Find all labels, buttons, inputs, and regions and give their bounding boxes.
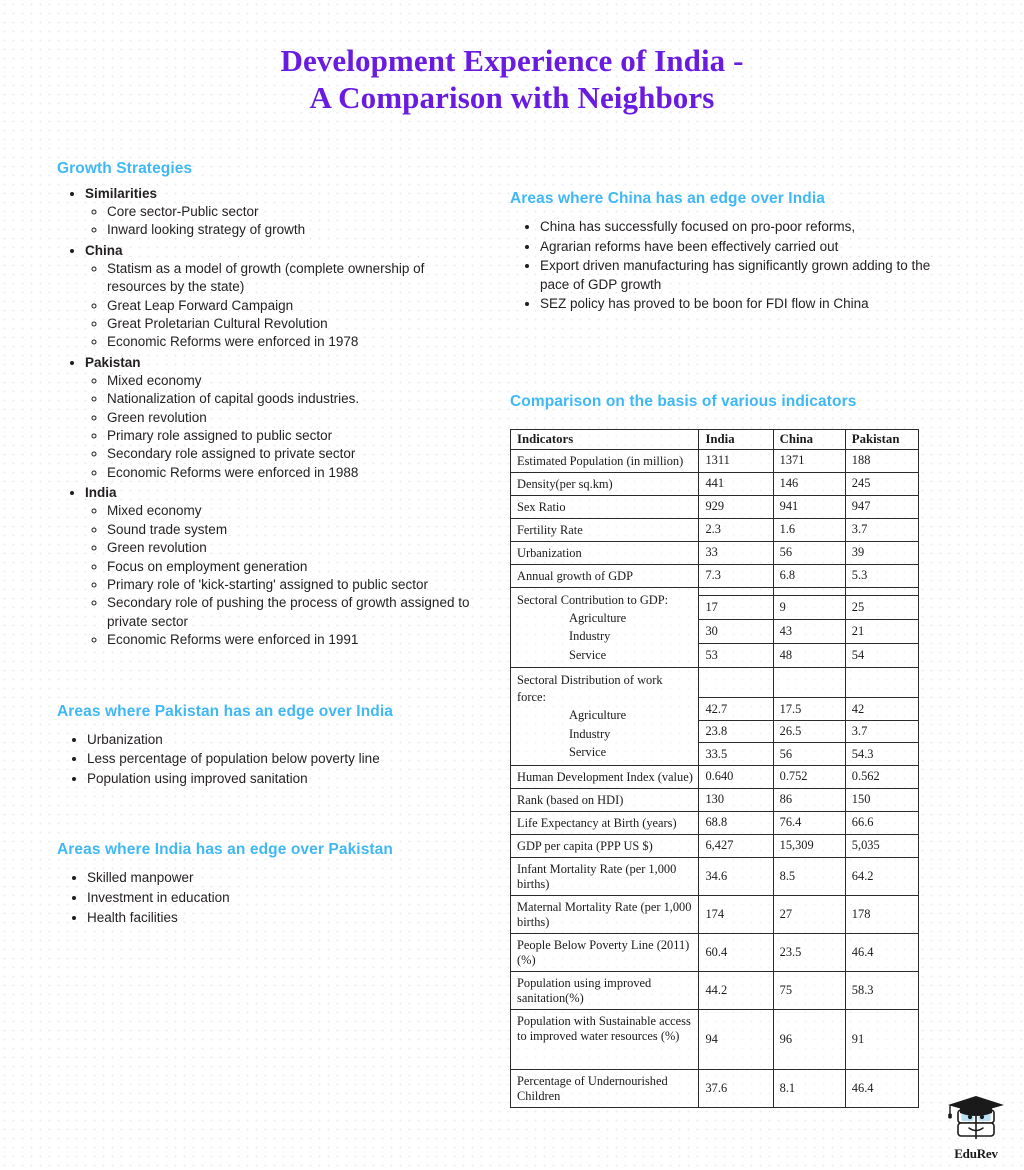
list-item: ◦ Core sector-Public sector: [107, 203, 487, 221]
sub-label-agriculture: Agriculture: [569, 610, 627, 625]
cell-pakistan: 5,035: [845, 834, 918, 857]
spacer: [57, 789, 487, 841]
cell-india: 42.7: [699, 698, 773, 721]
cell-pakistan: 66.6: [845, 811, 918, 834]
cell-india: 1311: [699, 449, 773, 472]
list-item: • Skilled manpower: [87, 869, 487, 888]
table-row-group-sectoral-workforce: [511, 668, 919, 698]
cell-indicator: Maternal Mortality Rate (per 1,000 births): [511, 895, 699, 933]
cell-china: 56: [773, 541, 845, 564]
list-item: ◦ Primary role assigned to public sector: [107, 427, 487, 445]
list-item: ◦ Mixed economy: [107, 372, 487, 390]
cell-pakistan: 25: [845, 595, 918, 619]
list-item: ◦ Secondary role of pushing the process of growth assigned to private sector: [107, 594, 487, 631]
cell-india: 37.6: [699, 1069, 773, 1107]
cell-pakistan: 188: [845, 449, 918, 472]
section-heading-pakistan-edge: Areas where Pakistan has an edge over India: [57, 702, 393, 720]
right-column: [510, 190, 960, 1108]
column-header-china: China: [773, 429, 845, 449]
cell-pakistan: 64.2: [845, 857, 918, 895]
cell-india: 23.8: [699, 720, 773, 743]
pakistan-edge-list: [57, 731, 487, 789]
cell-india: 34.6: [699, 857, 773, 895]
cell-spacer-pakistan: [845, 668, 918, 698]
sublist-pakistan: [85, 372, 487, 482]
cell-china: 15,309: [773, 834, 845, 857]
cell-china: 23.5: [773, 933, 845, 971]
sublist-india: [85, 502, 487, 649]
cell-india: 44.2: [699, 971, 773, 1009]
column-header-pakistan: Pakistan: [845, 429, 918, 449]
cell-pakistan: 91: [845, 1009, 918, 1069]
cell-pakistan: 3.7: [845, 518, 918, 541]
section-heading-growth-strategies: Growth Strategies: [57, 160, 193, 177]
cell-china: 8.1: [773, 1069, 845, 1107]
cell-pakistan: 42: [845, 698, 918, 721]
cell-pakistan: 46.4: [845, 933, 918, 971]
table-row-group-sectoral-gdp: [511, 587, 919, 595]
cell-india: 30: [699, 619, 773, 643]
cell-india: 33: [699, 541, 773, 564]
cell-india: 33.5: [699, 743, 773, 766]
table-row: [511, 788, 919, 811]
cell-india: 2.3: [699, 518, 773, 541]
cell-pakistan: 150: [845, 788, 918, 811]
cell-india: 68.8: [699, 811, 773, 834]
table-row: [511, 857, 919, 895]
cell-pakistan: 0.562: [845, 765, 918, 788]
cell-india: 60.4: [699, 933, 773, 971]
edurev-logo-label: EduRev: [954, 1146, 998, 1161]
cell-china: 1371: [773, 449, 845, 472]
list-item: ◦ Economic Reforms were enforced in 1988: [107, 464, 487, 482]
cell-spacer-india: [699, 668, 773, 698]
cell-indicator: Fertility Rate: [511, 518, 699, 541]
list-item: ◦ Economic Reforms were enforced in 1991: [107, 631, 487, 649]
cell-india: 7.3: [699, 564, 773, 587]
list-item: • SEZ policy has proved to be boon for FDI flow in China: [540, 295, 960, 314]
cell-spacer-pakistan: [845, 587, 918, 595]
cell-indicator: Estimated Population (in million): [511, 449, 699, 472]
growth-strategies-list: [57, 184, 487, 650]
cell-india: 130: [699, 788, 773, 811]
cell-indicator: Urbanization: [511, 541, 699, 564]
cell-indicator: People Below Poverty Line (2011) (%): [511, 933, 699, 971]
table-row: [511, 472, 919, 495]
cell-pakistan: 5.3: [845, 564, 918, 587]
group-label: Pakistan: [85, 354, 141, 370]
table-row: [511, 495, 919, 518]
page-title: [0, 42, 1024, 116]
comparison-table-wrapper: [510, 429, 960, 1108]
cell-china: 96: [773, 1009, 845, 1069]
group-label: Similarities: [85, 186, 158, 201]
cell-china: 27: [773, 895, 845, 933]
cell-china: 75: [773, 971, 845, 1009]
list-item: ◦ Focus on employment generation: [107, 558, 487, 576]
table-row: [511, 971, 919, 1009]
left-column: [57, 160, 487, 928]
cell-indicator: Annual growth of GDP: [511, 564, 699, 587]
cell-china: 9: [773, 595, 845, 619]
cell-indicator: Life Expectancy at Birth (years): [511, 811, 699, 834]
cell-indicator: Sex Ratio: [511, 495, 699, 518]
list-item: ◦ Mixed economy: [107, 502, 487, 520]
sub-label-industry: Industry: [569, 726, 611, 741]
cell-india: 6,427: [699, 834, 773, 857]
cell-pakistan: 54: [845, 644, 918, 668]
cell-india: 94: [699, 1009, 773, 1069]
cell-indicator: Population using improved sanitation(%): [511, 971, 699, 1009]
list-item: • China has successfully focused on pro-poor reforms,: [540, 218, 960, 237]
list-item: ◦ Inward looking strategy of growth: [107, 221, 487, 239]
list-item-group-india: [85, 483, 487, 649]
cell-pakistan: 54.3: [845, 743, 918, 766]
cell-pakistan: 947: [845, 495, 918, 518]
list-item: ◦ Nationalization of capital goods industries.: [107, 390, 487, 408]
list-item: ◦ Primary role of 'kick-starting' assigned to public sector: [107, 576, 487, 594]
cell-group-sectoral-workforce: [511, 668, 699, 766]
cell-china: 43: [773, 619, 845, 643]
list-item: ◦ Green revolution: [107, 409, 487, 427]
sub-label-agriculture: Agriculture: [569, 708, 627, 723]
cell-spacer-china: [773, 668, 845, 698]
list-item: ◦ Statism as a model of growth (complete ownership of resources by the state): [107, 260, 487, 297]
list-item: • Less percentage of population below poverty line: [87, 750, 487, 769]
cell-indicator: Infant Mortality Rate (per 1,000 births): [511, 857, 699, 895]
india-edge-list: [57, 869, 487, 927]
group-label: China: [85, 242, 123, 258]
cell-spacer-india: [699, 587, 773, 595]
list-item: • Health facilities: [87, 909, 487, 928]
list-item: ◦ Economic Reforms were enforced in 1978: [107, 333, 487, 351]
cell-china: 86: [773, 788, 845, 811]
cell-china: 26.5: [773, 720, 845, 743]
table-header-row: [511, 429, 919, 449]
sub-label-service: Service: [569, 745, 607, 760]
page-title-line-2: A Comparison with Neighbors: [309, 80, 715, 115]
list-item: • Agrarian reforms have been effectively carried out: [540, 238, 960, 257]
table-row: [511, 811, 919, 834]
cell-indicator: Human Development Index (value): [511, 765, 699, 788]
column-header-indicators: Indicators: [511, 429, 699, 449]
cell-pakistan: 46.4: [845, 1069, 918, 1107]
cell-china: 941: [773, 495, 845, 518]
cell-india: 0.640: [699, 765, 773, 788]
table-row: [511, 541, 919, 564]
list-item-group-similarities: [85, 184, 487, 240]
cell-china: 48: [773, 644, 845, 668]
cell-china: 6.8: [773, 564, 845, 587]
cell-china: 1.6: [773, 518, 845, 541]
section-heading-comparison: Comparison on the basis of various indicators: [510, 392, 857, 410]
list-item: ◦ Secondary role assigned to private sector: [107, 445, 487, 463]
section-heading-india-edge: Areas where India has an edge over Pakistan: [57, 841, 393, 859]
column-header-india: India: [699, 429, 773, 449]
spacer: [57, 651, 487, 703]
sub-label-industry: Industry: [569, 629, 611, 644]
table-row: [511, 834, 919, 857]
table-row: [511, 518, 919, 541]
cell-china: 8.5: [773, 857, 845, 895]
sub-label-service: Service: [569, 647, 607, 662]
cell-indicator: Population with Sustainable access to improved water resources (%): [511, 1009, 699, 1069]
table-row: [511, 1009, 919, 1069]
table-row: [511, 765, 919, 788]
cell-pakistan: 39: [845, 541, 918, 564]
cell-india: 441: [699, 472, 773, 495]
list-item-group-china: [85, 241, 487, 352]
table-row: [511, 933, 919, 971]
table-row: [511, 449, 919, 472]
sublist-similarities: [85, 203, 487, 240]
comparison-table: [510, 429, 919, 1108]
edurev-logo: [940, 1092, 1012, 1162]
cell-indicator: GDP per capita (PPP US $): [511, 834, 699, 857]
section-heading-china-edge: Areas where China has an edge over India: [510, 190, 825, 207]
cell-group-sectoral-gdp: [511, 587, 699, 668]
cell-india: 17: [699, 595, 773, 619]
cell-china: 0.752: [773, 765, 845, 788]
cell-pakistan: 21: [845, 619, 918, 643]
sublist-china: [85, 260, 487, 352]
list-item: • Investment in education: [87, 889, 487, 908]
cell-india: 174: [699, 895, 773, 933]
list-item: ◦ Sound trade system: [107, 521, 487, 539]
china-edge-list: [510, 218, 960, 314]
group-label: India: [85, 485, 117, 501]
cell-pakistan: 3.7: [845, 720, 918, 743]
page-title-line-1: Development Experience of India -: [280, 43, 744, 78]
edurev-mascot-icon: [940, 1092, 1012, 1148]
list-item: • Population using improved sanitation: [87, 770, 487, 789]
cell-china: 76.4: [773, 811, 845, 834]
table-row: [511, 1069, 919, 1107]
group-heading: Sectoral Contribution to GDP:: [517, 592, 669, 607]
list-item: • Export driven manufacturing has significantly grown adding to the pace of GDP growth: [540, 257, 960, 294]
cell-pakistan: 58.3: [845, 971, 918, 1009]
cell-india: 929: [699, 495, 773, 518]
table-row: [511, 895, 919, 933]
cell-indicator: Rank (based on HDI): [511, 788, 699, 811]
cell-pakistan: 245: [845, 472, 918, 495]
list-item: ◦ Great Leap Forward Campaign: [107, 297, 487, 315]
cell-pakistan: 178: [845, 895, 918, 933]
cell-spacer-china: [773, 587, 845, 595]
cell-china: 146: [773, 472, 845, 495]
list-item: ◦ Great Proletarian Cultural Revolution: [107, 315, 487, 333]
cell-china: 17.5: [773, 698, 845, 721]
cell-india: 53: [699, 644, 773, 668]
list-item-group-pakistan: [85, 353, 487, 482]
list-item: ◦ Green revolution: [107, 539, 487, 557]
cell-indicator: Percentage of Undernourished Children: [511, 1069, 699, 1107]
cell-china: 56: [773, 743, 845, 766]
group-heading: Sectoral Distribution of work force:: [517, 673, 663, 705]
table-row: [511, 564, 919, 587]
list-item: • Urbanization: [87, 731, 487, 750]
cell-indicator: Density(per sq.km): [511, 472, 699, 495]
spacer: [510, 315, 960, 353]
